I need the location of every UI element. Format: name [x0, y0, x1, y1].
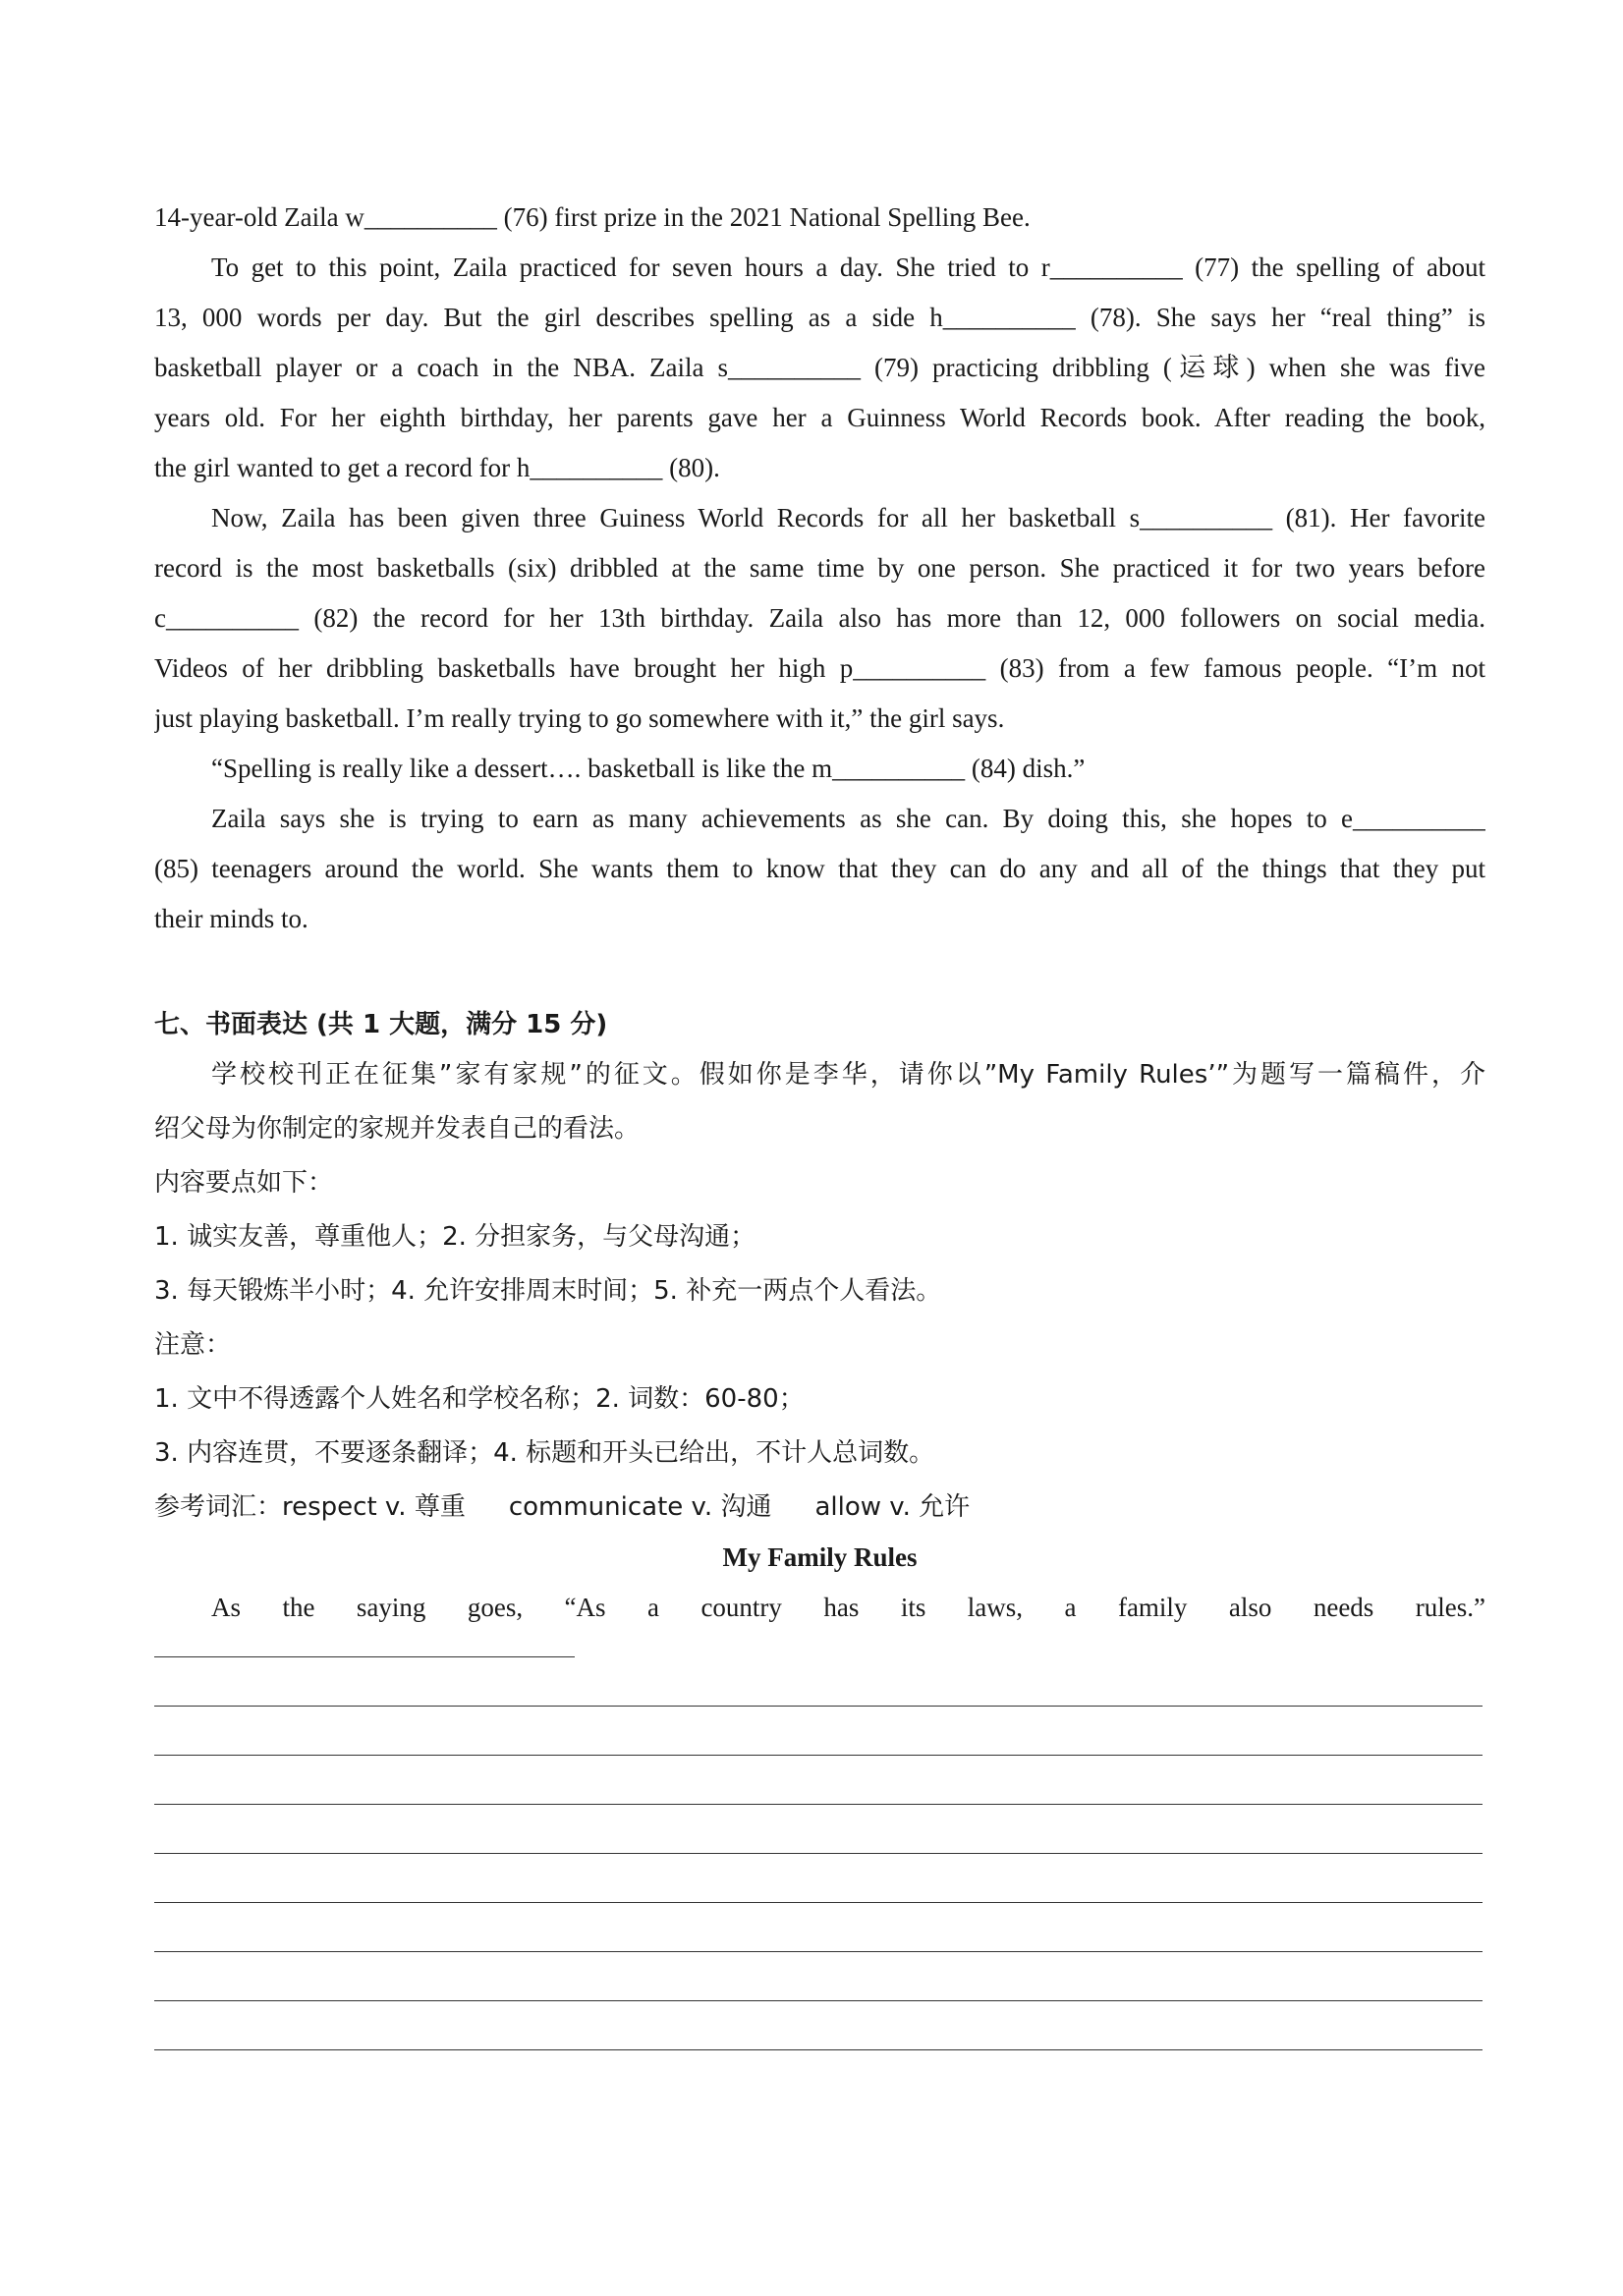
passage-line-4: basketball player or a coach in the NBA. Zaila s__________ (79) practicing dribbling (运球) when she was five: [154, 353, 1485, 382]
passage-line-9: c__________ (82) the record for her 13th birthday. Zaila also has more than 12, 000 followers on social media.: [154, 603, 1485, 633]
essay-title: My Family Rules: [722, 1542, 918, 1572]
passage-line-6: the girl wanted to get a record for h__________ (80).: [154, 453, 720, 482]
point-line-2: 3. 每天锻炼半小时；4. 允许安排周末时间；5. 补充一两点个人看法。: [154, 1276, 942, 1306]
note-line-1: 1. 文中不得透露个人姓名和学校名称；2. 词数：60-80；: [154, 1384, 805, 1414]
writing-intro-line-2: 绍父母为你制定的家规并发表自己的看法。: [154, 1114, 641, 1144]
points-label: 内容要点如下：: [154, 1168, 334, 1198]
passage-line-1: 14-year-old Zaila w__________ (76) first prize in the 2021 National Spelling Bee.: [154, 202, 1031, 232]
passage-line-15: their minds to.: [154, 904, 308, 933]
passage-line-7: Now, Zaila has been given three Guiness World Records for all her basketball s__________ (81). Her favorite: [211, 503, 1485, 532]
reference-vocabulary: [154, 1483, 1485, 1533]
section-heading: 七、书面表达 (共 1 大题，满分 15 分): [154, 1010, 608, 1039]
passage-line-5: years old. For her eighth birthday, her parents gave her a Guinness World Records book. After reading the book,: [154, 403, 1485, 432]
answer-line[interactable]: [154, 2001, 1483, 2050]
answer-line[interactable]: [154, 1854, 1483, 1903]
note-line-2: 3. 内容连贯，不要逐条翻译；4. 标题和开头已给出，不计人总词数。: [154, 1438, 935, 1468]
answer-line-short[interactable]: [154, 1637, 575, 1657]
passage-line-2: To get to this point, Zaila practiced for seven hours a day. She tried to r__________ (77) the spelling of about: [211, 252, 1485, 282]
essay-opening: As the saying goes, “As a country has its laws, a family also needs rules.”: [211, 1593, 1485, 1622]
answer-line[interactable]: [154, 1756, 1483, 1805]
passage-line-8: record is the most basketballs (six) dribbled at the same time by one person. She practiced it for two years before: [154, 553, 1485, 583]
answer-line[interactable]: [154, 1952, 1483, 2001]
ref-word-respect: respect v. 尊重: [282, 1492, 466, 1522]
passage-line-13: Zaila says she is trying to earn as many achievements as she can. By doing this, she hopes to e__________: [211, 804, 1485, 833]
answer-line[interactable]: [154, 1707, 1483, 1756]
answer-line[interactable]: [154, 1805, 1483, 1854]
ref-word-communicate: communicate v. 沟通: [508, 1492, 772, 1522]
passage-line-14: (85) teenagers around the world. She wants them to know that they can do any and all of the things that they put: [154, 854, 1485, 883]
exam-page: [154, 193, 1485, 2050]
passage-line-11: just playing basketball. I’m really trying to go somewhere with it,” the girl says.: [154, 703, 1005, 733]
passage-line-3: 13, 000 words per day. But the girl describes spelling as a side h__________ (78). She says her “real thing” is: [154, 303, 1485, 332]
passage-line-12: “Spelling is really like a dessert…. basketball is like the m__________ (84) dish.”: [211, 754, 1086, 783]
passage-line-10: Videos of her dribbling basketballs have brought her high p__________ (83) from a few famous people. “I’m not: [154, 653, 1485, 683]
notes-label: 注意：: [154, 1330, 232, 1360]
point-line-1: 1. 诚实友善，尊重他人；2. 分担家务，与父母沟通；: [154, 1222, 756, 1252]
writing-intro-line-1: 学校校刊正在征集”家有家规”的征文。假如你是李华，请你以”My Family Rules’”为题写一篇稿件，介: [211, 1060, 1485, 1090]
reference-label: 参考词汇：: [154, 1492, 283, 1522]
ref-word-allow: allow v. 允许: [814, 1492, 971, 1522]
answer-line[interactable]: [154, 1903, 1483, 1952]
answer-line[interactable]: [154, 1657, 1483, 1707]
